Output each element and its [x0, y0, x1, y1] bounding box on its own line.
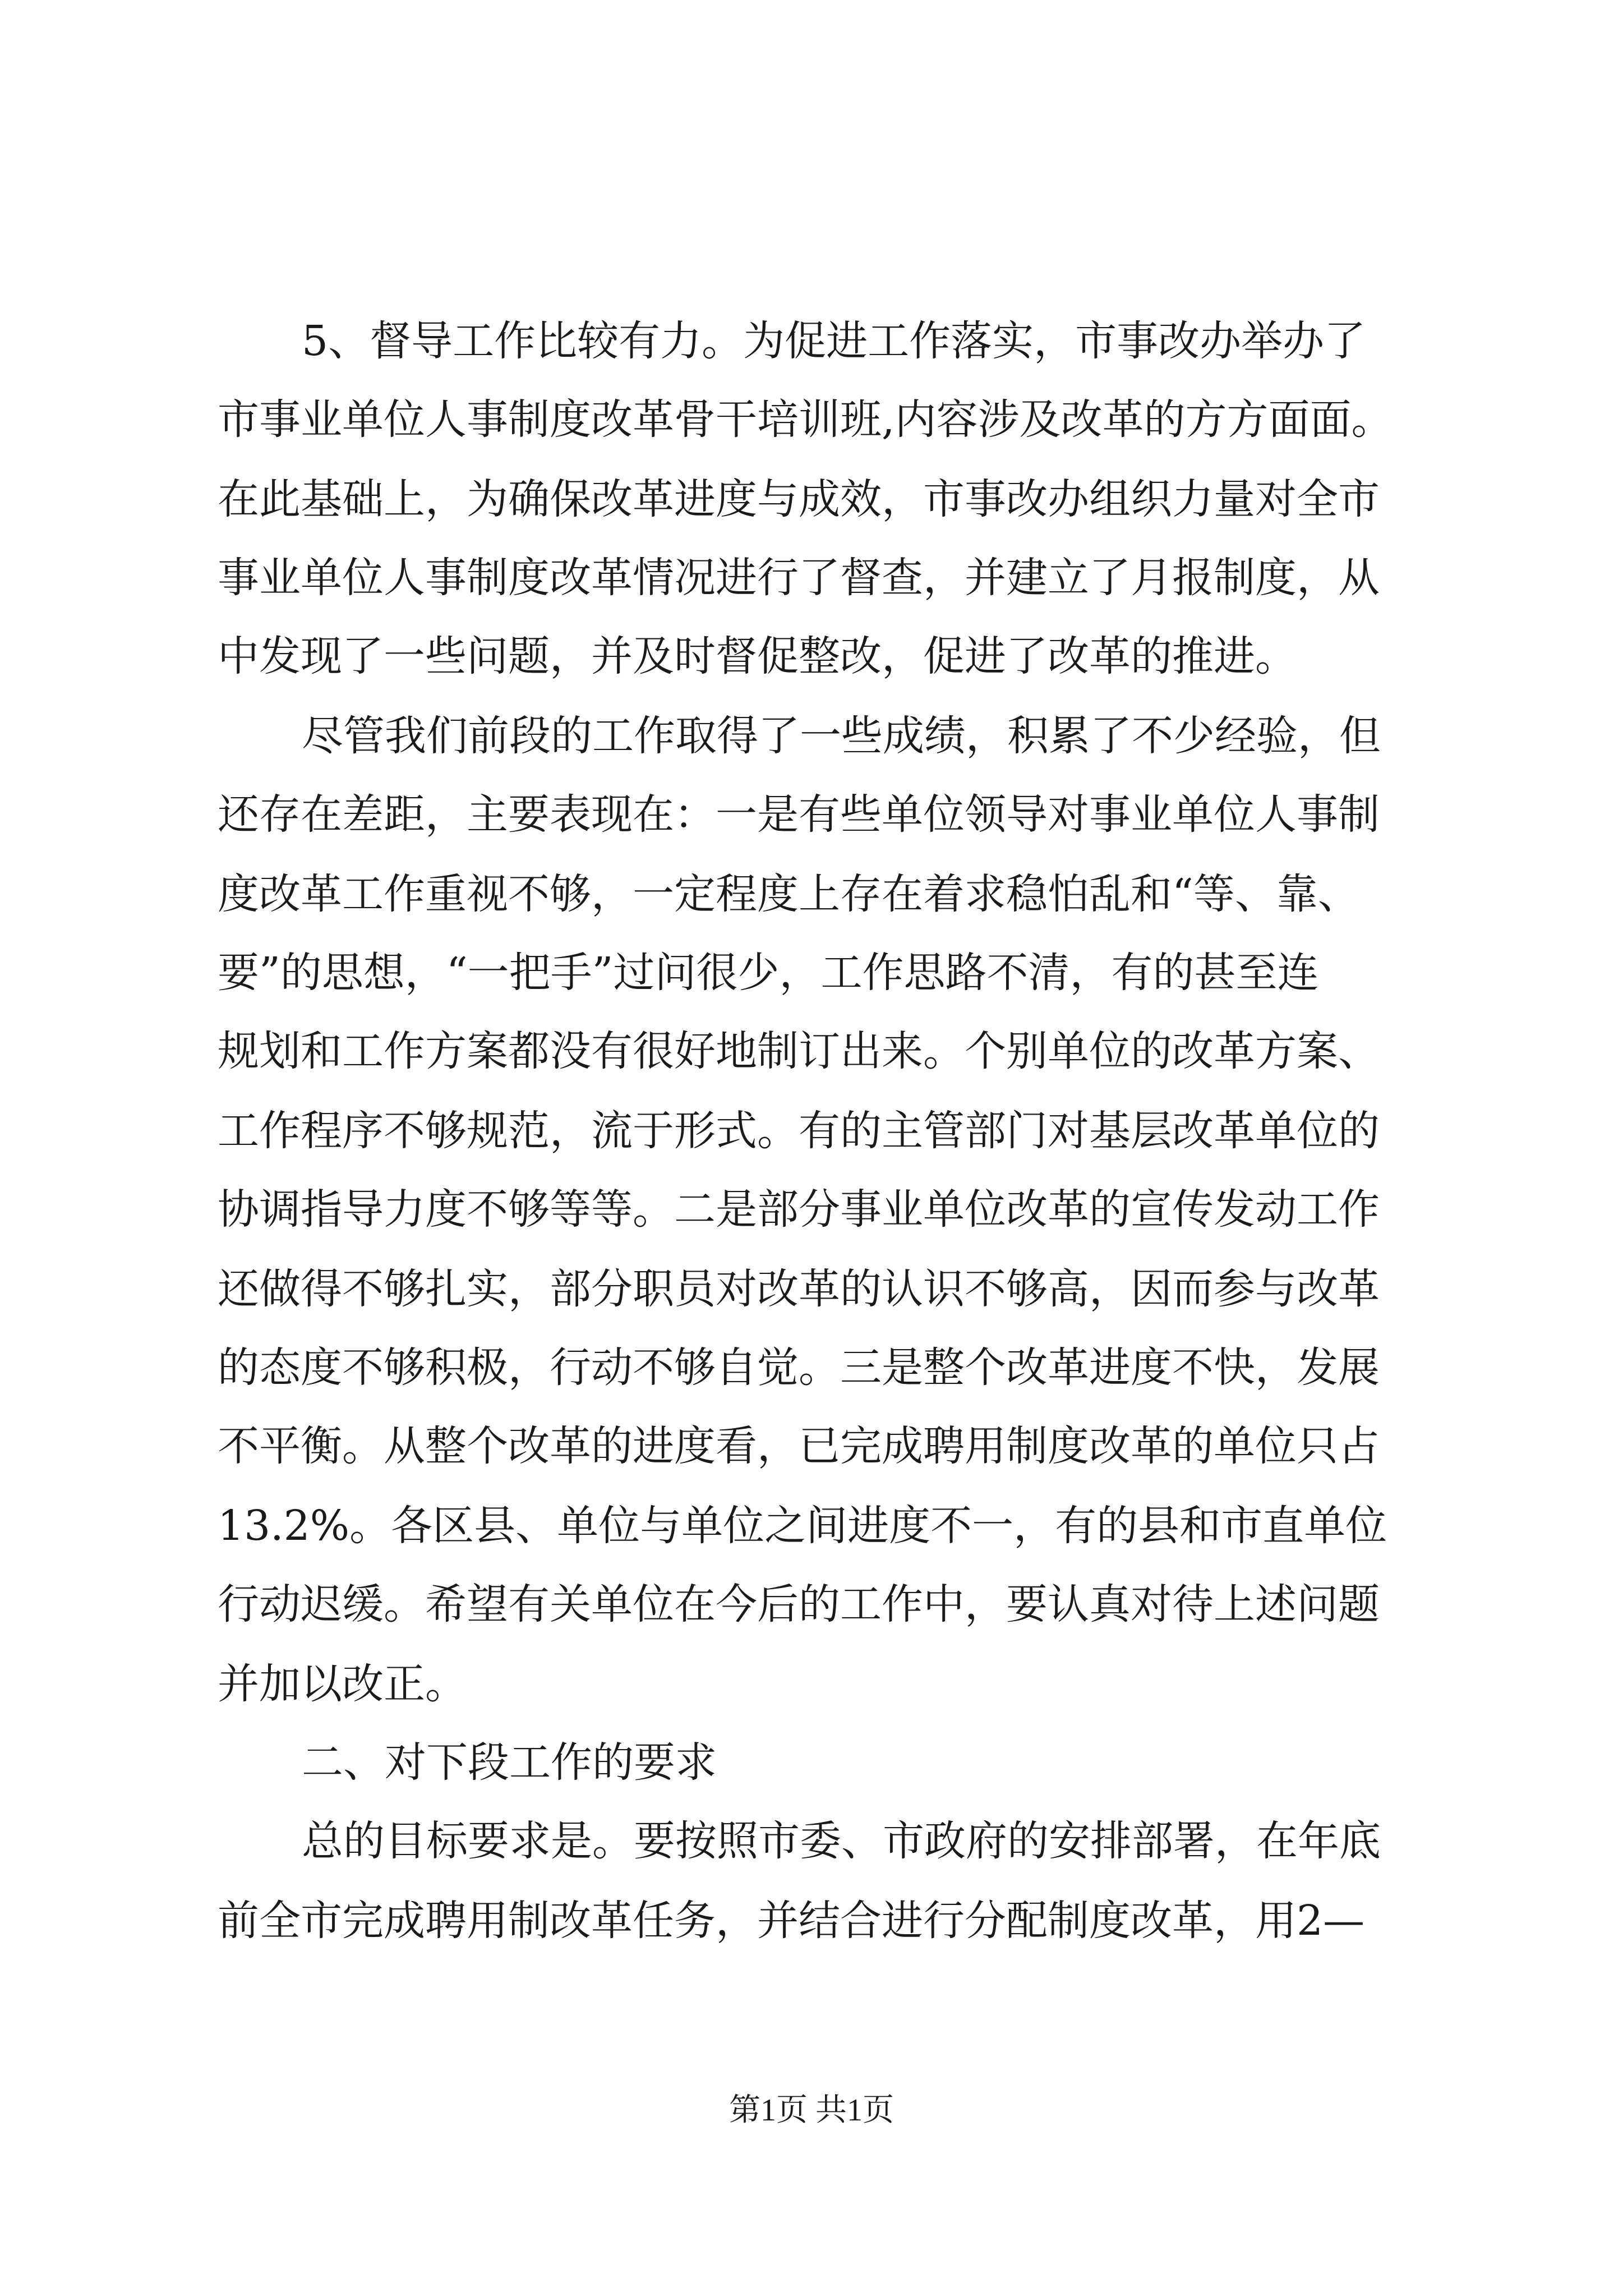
text-line: 尽管我们前段的工作取得了一些成绩，积累了不少经验，但 [302, 712, 1381, 760]
text-line: 度改革工作重视不够，一定程度上存在着求稳怕乱和“等、靠、 [218, 870, 1359, 918]
text-line: 总的目标要求是。要按照市委、市政府的安排部署，在年底 [302, 1817, 1381, 1865]
text-line: 中发现了一些问题，并及时督促整改，促进了改革的推进。 [218, 632, 1297, 680]
text-line: 前全市完成聘用制改革任务，并结合进行分配制度改革，用2— [218, 1897, 1365, 1945]
text-line: 行动迟缓。希望有关单位在今后的工作中，要认真对待上述问题 [218, 1580, 1380, 1628]
text-line: 市事业单位人事制度改革骨干培训班,内容涉及改革的方方面面。 [218, 395, 1393, 444]
text-line: 事业单位人事制度改革情况进行了督查，并建立了月报制度，从 [218, 554, 1380, 602]
section-heading: 二、对下段工作的要求 [302, 1738, 717, 1787]
text-line: 工作程序不够规范，流于形式。有的主管部门对基层改革单位的 [218, 1107, 1380, 1155]
text-line: 的态度不够积极，行动不够自觉。三是整个改革进度不快，发展 [218, 1343, 1380, 1392]
text-line: 还做得不够扎实，部分职员对改革的认识不够高，因而参与改革 [218, 1265, 1380, 1313]
text-line: 协调指导力度不够等等。二是部分事业单位改革的宣传发动工作 [218, 1185, 1380, 1234]
text-line: 要”的思想，“一把手”过问很少，工作思路不清，有的甚至连 [218, 949, 1319, 997]
text-line: 还存在差距，主要表现在：一是有些单位领导对事业单位人事制 [218, 790, 1380, 839]
text-line: 不平衡。从整个改革的进度看，已完成聘用制度改革的单位只占 [218, 1422, 1380, 1470]
page-footer: 第1页 共1页 [729, 2093, 894, 2128]
text-line: 规划和工作方案都没有很好地制订出来。个别单位的改革方案、 [218, 1027, 1380, 1075]
text-line: 在此基础上，为确保改革进度与成效，市事改办组织力量对全市 [218, 475, 1380, 523]
text-line: 5、督导工作比较有力。为促进工作落实，市事改办举办了 [302, 317, 1366, 365]
text-line: 13.2%。各区县、单位与单位之间进度不一，有的县和市直单位 [218, 1502, 1387, 1550]
text-line: 并加以改正。 [218, 1660, 467, 1708]
